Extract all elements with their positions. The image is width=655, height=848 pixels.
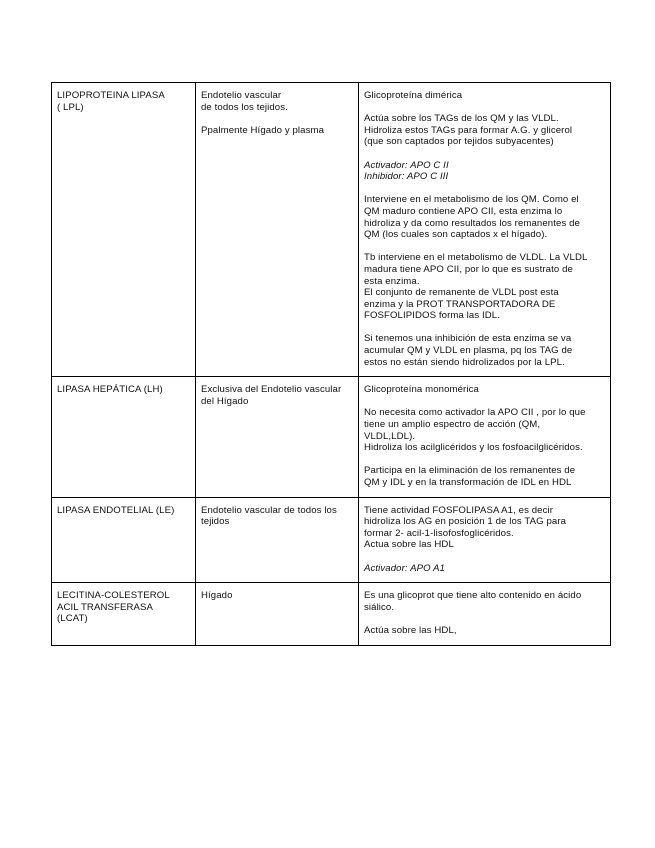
enzyme-name-cell bbox=[52, 497, 196, 583]
enzyme-location-text: Endotelio vascular de todos los tejidos. bbox=[201, 90, 288, 113]
table-row bbox=[52, 583, 611, 645]
table-row bbox=[52, 83, 611, 377]
enzyme-description-cell bbox=[359, 497, 611, 583]
enzyme-description-text: Si tenemos una inhibición de esta enzima se va acumular QM y VLDL en plasma, pq los TAG de estos no están siendo hidrolizados por la LPL. bbox=[364, 333, 573, 368]
table-row bbox=[52, 497, 611, 583]
enzyme-location-text: Ppalmente Hígado y plasma bbox=[201, 124, 325, 136]
enzyme-name: LECITINA-COLESTEROL ACIL TRANSFERASA (LCAT) bbox=[57, 590, 170, 625]
enzyme-location-cell bbox=[196, 583, 359, 645]
enzyme-description-text: Participa en la eliminación de los remanentes de QM y IDL y en la transformación de IDL en HDL bbox=[364, 465, 576, 488]
enzyme-name: LIPASA HEPÁTICA (LH) bbox=[57, 384, 163, 396]
enzyme-location-cell bbox=[196, 497, 359, 583]
enzyme-description-cell bbox=[359, 583, 611, 645]
enzyme-description-text: Actúa sobre los TAGs de los QM y las VLDL. Hidroliza estos TAGs para formar A.G. y glicerol (que son captados por tejidos subyacentes) bbox=[364, 113, 573, 148]
enzyme-regulator-text: Activador: APO C II Inhibidor: APO C III bbox=[364, 159, 449, 183]
table-row bbox=[52, 377, 611, 497]
enzyme-location-cell bbox=[196, 377, 359, 497]
enzyme-location-text: Endotelio vascular de todos los tejidos bbox=[201, 504, 337, 528]
enzyme-description-cell bbox=[359, 83, 611, 377]
enzyme-description-text: Glicoproteína monomérica bbox=[364, 384, 479, 396]
enzyme-description-text: Glicoproteína dimérica bbox=[364, 90, 463, 101]
enzyme-description-text: Tb interviene en el metabolismo de VLDL. La VLDL madura tiene APO CII, por lo que es sustrato de esta enzima. El conjunto de remanente de VLDL post esta enzima y la PROT TRANSPORTADORA DE FOSFOLIPIDOS forma las IDL. bbox=[364, 252, 588, 322]
enzyme-name: LIPASA ENDOTELIAL (LE) bbox=[57, 504, 175, 516]
enzyme-name-cell bbox=[52, 83, 196, 377]
enzyme-description-text: Actúa sobre las HDL, bbox=[364, 624, 457, 636]
enzyme-table bbox=[51, 82, 611, 646]
enzyme-table-body bbox=[52, 83, 611, 646]
enzyme-description-text: No necesita como activador la APO CII , por lo que tiene un amplio espectro de acción (QM, VLDL,LDL). Hidroliza los acilglicéridos y los fosfoacilglicéridos. bbox=[364, 407, 586, 454]
enzyme-location-text: Exclusiva del Endotelio vascular del Hígado bbox=[201, 384, 342, 407]
enzyme-description-text: Tiene actividad FOSFOLIPASA A1, es decir hidroliza los AG en posición 1 de los TAG para formar 2- acil-1-lisofosfoglicéridos. Actua sobre las HDL bbox=[364, 504, 567, 551]
enzyme-description-text: Interviene en el metabolismo de los QM. Como el QM maduro contiene APO CII, esta enzima lo hidroliza y da como resultados los remanentes de QM (los cuales son captados x el hígado). bbox=[364, 194, 580, 241]
enzyme-location-text: Hígado bbox=[201, 590, 233, 602]
enzyme-name-cell bbox=[52, 583, 196, 645]
enzyme-name-cell bbox=[52, 377, 196, 497]
enzyme-location-cell bbox=[196, 83, 359, 377]
enzyme-description-text: Es una glicoprot que tiene alto contenido en ácido siálico. bbox=[364, 590, 582, 613]
enzyme-description-cell bbox=[359, 377, 611, 497]
enzyme-name: LIPOPROTEINA LIPASA ( LPL) bbox=[57, 90, 165, 113]
enzyme-regulator-text: Activador: APO A1 bbox=[364, 562, 445, 574]
